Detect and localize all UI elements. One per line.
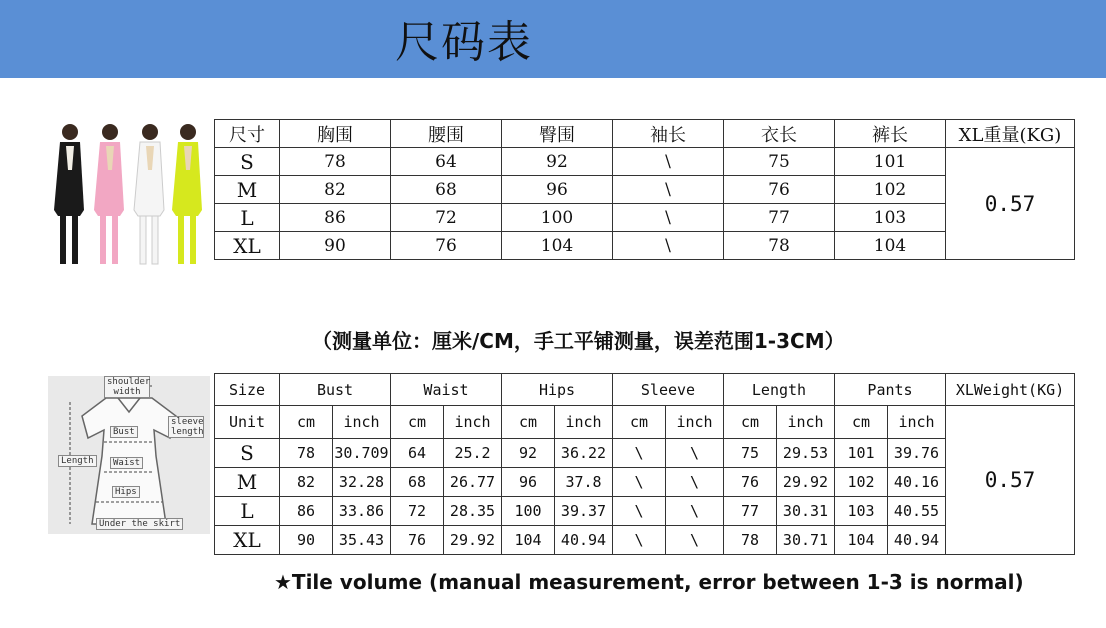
table-cell: 77 [724, 497, 777, 526]
waist-label: Waist [110, 457, 143, 469]
table-cell: 29.92 [777, 468, 835, 497]
header-cell: Pants [835, 374, 946, 406]
weight-cell: 0.57 [946, 148, 1075, 260]
header-cell: Hips [502, 374, 613, 406]
under-skirt-label: Under the skirt [96, 518, 183, 530]
table-cell: \ [613, 148, 724, 176]
table-cell: 76 [724, 176, 835, 204]
table-cell: 103 [835, 497, 888, 526]
table-cell: 30.31 [777, 497, 835, 526]
header-cell: 臀围 [502, 120, 613, 148]
header-cell: Length [724, 374, 835, 406]
table-cell: 92 [502, 439, 555, 468]
unit-cell: inch [888, 406, 946, 439]
table-cell: 103 [835, 204, 946, 232]
table-cell: 30.709 [333, 439, 391, 468]
unit-cell: inch [333, 406, 391, 439]
table-cell: 40.94 [888, 526, 946, 555]
models-image [44, 120, 212, 280]
table-cell: 35.43 [333, 526, 391, 555]
table-cell: \ [613, 468, 666, 497]
size-cell: S [215, 148, 280, 176]
unit-cell: cm [835, 406, 888, 439]
unit-cell: cm [502, 406, 555, 439]
table-cell: 76 [391, 526, 444, 555]
measurement-diagram [48, 376, 210, 534]
unit-cell: inch [444, 406, 502, 439]
table-header-row [215, 374, 1075, 406]
shoulder-label: shoulder width [104, 376, 150, 398]
header-cell: Sleeve [613, 374, 724, 406]
table-cell: 39.37 [555, 497, 613, 526]
table-cell: 72 [391, 497, 444, 526]
table-cell: 75 [724, 439, 777, 468]
table-cell: \ [666, 439, 724, 468]
table-cell: 96 [502, 176, 613, 204]
table-cell: 64 [391, 148, 502, 176]
table-cell: 36.22 [555, 439, 613, 468]
table-cell: 78 [724, 232, 835, 260]
header-cell: XLWeight(KG) [946, 374, 1075, 406]
size-cell: L [215, 497, 280, 526]
header-cell: 衣长 [724, 120, 835, 148]
title-banner [0, 0, 1106, 78]
table-cell: 96 [502, 468, 555, 497]
hips-label: Hips [112, 486, 140, 498]
model-white [134, 124, 164, 264]
table-cell: 29.53 [777, 439, 835, 468]
table-cell: 40.94 [555, 526, 613, 555]
table-cell: 100 [502, 204, 613, 232]
header-cell: Bust [280, 374, 391, 406]
table-cell: 72 [391, 204, 502, 232]
table-cell: 32.28 [333, 468, 391, 497]
table-cell: 78 [280, 148, 391, 176]
header-cell: 裤长 [835, 120, 946, 148]
table-cell: 101 [835, 439, 888, 468]
table-cell: 76 [724, 468, 777, 497]
table-row [215, 148, 1075, 176]
table-cell: 102 [835, 176, 946, 204]
table-cell: 64 [391, 439, 444, 468]
table-cell: 90 [280, 526, 333, 555]
measurement-note-cn: （测量单位：厘米/CM，手工平铺测量，误差范围1-3CM） [312, 329, 845, 353]
table-cell: 40.55 [888, 497, 946, 526]
table-cell: 33.86 [333, 497, 391, 526]
table-cell: \ [613, 176, 724, 204]
measurement-note-en: ★Tile volume (manual measurement, error between 1-3 is normal) [274, 570, 1024, 594]
model-yellow [172, 124, 202, 264]
table-cell: 40.16 [888, 468, 946, 497]
table-cell: 82 [280, 468, 333, 497]
table-cell: 100 [502, 497, 555, 526]
unit-cell: cm [724, 406, 777, 439]
table-cell: \ [613, 204, 724, 232]
table-cell: \ [613, 232, 724, 260]
table-cell: 77 [724, 204, 835, 232]
header-cell: 胸围 [280, 120, 391, 148]
page-title: 尺码表 [395, 17, 533, 68]
unit-cell: cm [613, 406, 666, 439]
header-cell: Waist [391, 374, 502, 406]
table-cell: 92 [502, 148, 613, 176]
unit-cell: inch [555, 406, 613, 439]
table-cell: 76 [391, 232, 502, 260]
size-cell: XL [215, 232, 280, 260]
table-cell: 104 [835, 232, 946, 260]
table-header-row [215, 120, 1075, 148]
unit-cell: inch [777, 406, 835, 439]
size-cell: L [215, 204, 280, 232]
table-cell: 78 [724, 526, 777, 555]
table-cell: 75 [724, 148, 835, 176]
table-cell: 39.76 [888, 439, 946, 468]
table-cell: 82 [280, 176, 391, 204]
table-cell: 104 [502, 526, 555, 555]
table-cell: 86 [280, 204, 391, 232]
header-cell: Size [215, 374, 280, 406]
unit-cell: cm [391, 406, 444, 439]
table-cell: 86 [280, 497, 333, 526]
table-cell: 37.8 [555, 468, 613, 497]
table-cell: 104 [502, 232, 613, 260]
table-cell: \ [666, 497, 724, 526]
model-pink [94, 124, 124, 264]
table-cell: 104 [835, 526, 888, 555]
table-cell: 101 [835, 148, 946, 176]
table-cell: 102 [835, 468, 888, 497]
header-cell: XL重量(KG) [946, 120, 1075, 148]
unit-cell: inch [666, 406, 724, 439]
table-cell: 30.71 [777, 526, 835, 555]
table-cell: 68 [391, 176, 502, 204]
length-label: Length [58, 455, 97, 467]
table-cell: \ [666, 468, 724, 497]
table-cell: 78 [280, 439, 333, 468]
table-cell: 68 [391, 468, 444, 497]
size-cell: M [215, 176, 280, 204]
size-table-en [214, 373, 1075, 555]
header-cell: 尺寸 [215, 120, 280, 148]
model-black [54, 124, 84, 264]
size-cell: M [215, 468, 280, 497]
table-cell: \ [613, 526, 666, 555]
unit-cell: cm [280, 406, 333, 439]
unit-label-cell: Unit [215, 406, 280, 439]
table-cell: \ [613, 439, 666, 468]
table-cell: \ [613, 497, 666, 526]
size-cell: XL [215, 526, 280, 555]
table-cell: \ [666, 526, 724, 555]
bust-label: Bust [110, 426, 138, 438]
unit-row [215, 406, 1075, 439]
size-table-cn [214, 119, 1075, 260]
weight-cell: 0.57 [946, 406, 1075, 555]
size-cell: S [215, 439, 280, 468]
table-cell: 28.35 [444, 497, 502, 526]
header-cell: 腰围 [391, 120, 502, 148]
header-cell: 袖长 [613, 120, 724, 148]
table-cell: 26.77 [444, 468, 502, 497]
table-cell: 25.2 [444, 439, 502, 468]
table-cell: 29.92 [444, 526, 502, 555]
table-cell: 90 [280, 232, 391, 260]
sleeve-label: sleeve length [168, 416, 204, 438]
